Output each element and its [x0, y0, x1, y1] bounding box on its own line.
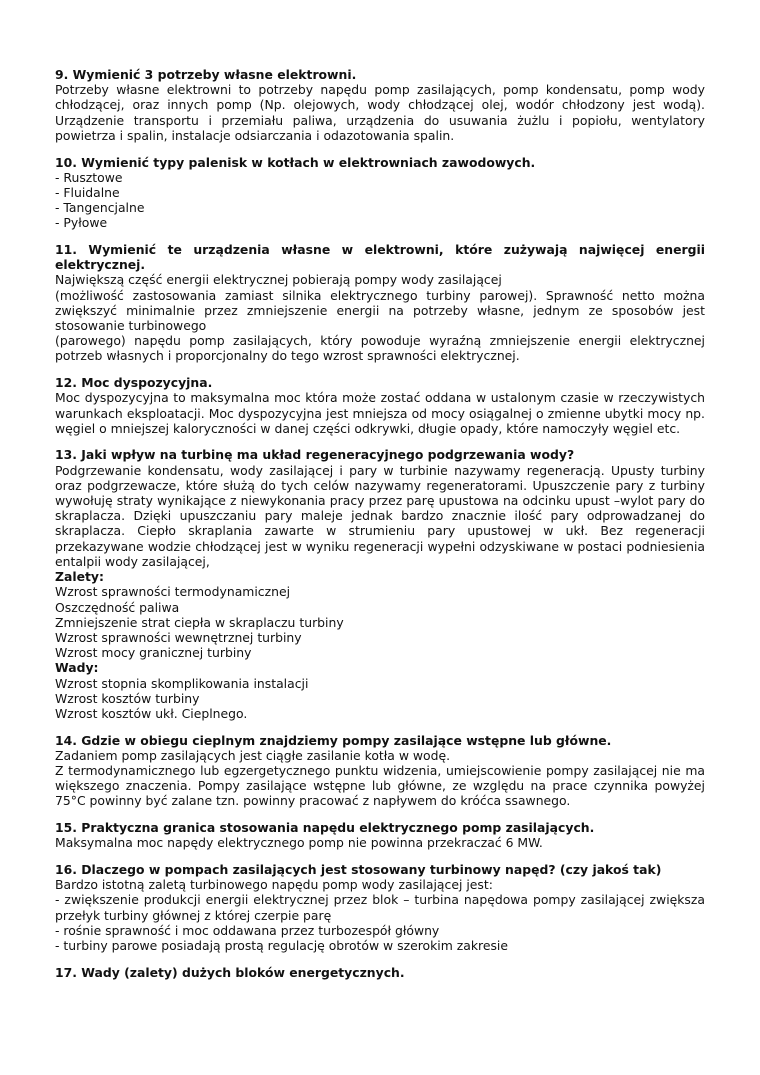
section-heading: 9. Wymienić 3 potrzeby własne elektrowni.: [55, 67, 357, 82]
section-paragraph: Podgrzewanie kondensatu, wody zasilającej i pary w turbinie nazywamy regeneracją. Upusty turbiny oraz podgrzewacze, które służą do tych celów nazywamy regeneratorami. Upuszczenie pary z turbiny wywołuję straty wynikające z niewykonania pracy przez parę upustowa na odcinku upust –wylot pary do skraplacza. Dzięki upuszczaniu pary maleje jednak bardzo znacznie ilość pary odprowadzanej do skraplacza. Ciepło skraplania zawarte w strumieniu pary upustowej w ukł. Bez regeneracji przekazywane wodzie chłodzącej jest w wyniku regeneracji wypełni odzyskiwane w postaci podniesienia entalpii wody zasilającej,: [55, 462, 705, 569]
section-11: [55, 242, 705, 364]
section-heading: 13. Jaki wpływ na turbinę ma układ regeneracyjnego podgrzewania wody?: [55, 447, 575, 463]
section-17: [55, 965, 705, 980]
section-paragraph: Bardzo istotną zaletą turbinowego napędu pomp wody zasilającej jest:: [55, 877, 493, 893]
section-paragraph: Potrzeby własne elektrowni to potrzeby napędu pomp zasilających, pomp kondensatu, pomp wody chłodzącej, oraz innych pomp (Np. olejowych, wody chłodzącej olej, wodór chłodzony jest wodą). Urządzenie transportu i przemiału paliwa, urządzenia do usuwania żużlu i popiołu, wentylatory powietrza i spalin, instalacje odsiarczania i odazotowania spalin.: [55, 82, 705, 143]
section-paragraph: Maksymalna moc napędy elektrycznego pomp nie powinna przekraczać 6 MW.: [55, 835, 543, 851]
disadvantage-item: Wzrost kosztów turbiny: [55, 690, 200, 706]
document-page: [55, 67, 705, 991]
section-heading: 16. Dlaczego w pompach zasilających jest stosowany turbinowy napęd? (czy jakoś tak): [55, 862, 662, 878]
advantage-item: Zmniejszenie strat ciepła w skraplaczu turbiny: [55, 614, 344, 630]
section-heading: 11. Wymienić te urządzenia własne w elektrowni, które zużywają najwięcej energii elektrycznej.: [55, 242, 705, 273]
section-paragraph: - rośnie sprawność i moc oddawana przez turbozespół główny: [55, 922, 440, 938]
list-item: - Tangencjalne: [55, 200, 145, 216]
section-heading: 12. Moc dyspozycyjna.: [55, 375, 213, 391]
section-paragraph: - zwiększenie produkcji energii elektrycznej przez blok – turbina napędowa pompy zasilającej zwiększa przełyk turbiny głównej z której czerpie parę: [55, 892, 705, 923]
section-12: [55, 375, 705, 436]
list-item: - Pyłowe: [55, 215, 108, 231]
section-16: [55, 862, 705, 953]
section-10: [55, 155, 705, 231]
section-15: [55, 820, 705, 850]
section-heading: 14. Gdzie w obiegu cieplnym znajdziemy pompy zasilające wstępne lub główne.: [55, 732, 612, 748]
advantage-item: Wzrost sprawności termodynamicznej: [55, 584, 291, 600]
list-item: - Fluidalne: [55, 184, 120, 200]
section-9: [55, 67, 705, 143]
advantages-label: Zalety:: [55, 569, 104, 585]
advantage-item: Oszczędność paliwa: [55, 599, 180, 615]
section-13: [55, 447, 705, 721]
section-paragraph: (możliwość zastosowania zamiast silnika elektrycznego turbiny parowej). Sprawność netto można zwiększyć minimalnie przez zmniejszenie energii na potrzeby własne, jednym ze sposobów jest stosowanie turbinowego: [55, 287, 705, 334]
disadvantage-item: Wzrost kosztów ukł. Cieplnego.: [55, 705, 248, 721]
section-paragraph: Moc dyspozycyjna to maksymalna moc która może zostać oddana w ustalonym czasie w rzeczywistych warunkach eksploatacji. Moc dyspozycyjna jest mniejsza od mocy osiągalnej o zmienne ubytki mocy np. węgiel o mniejszej kaloryczności w danej części odkrywki, długie opady, które namoczyły węgiel etc.: [55, 390, 705, 436]
advantage-item: Wzrost mocy granicznej turbiny: [55, 645, 252, 661]
section-paragraph: Zadaniem pomp zasilających jest ciągłe zasilanie kotła w wodę.: [55, 747, 451, 763]
section-heading: 10. Wymienić typy palenisk w kotłach w elektrowniach zawodowych.: [55, 154, 536, 170]
disadvantages-label: Wady:: [55, 660, 99, 676]
section-paragraph: (parowego) napędu pomp zasilających, który powoduje wyraźną zmniejszenie energii elektrycznej potrzeb własnych i proporcjonalny do tego wzrost sprawności elektrycznej.: [55, 333, 705, 364]
section-14: [55, 733, 705, 809]
disadvantage-item: Wzrost stopnia skomplikowania instalacji: [55, 675, 309, 691]
section-heading: 17. Wady (zalety) dużych bloków energetycznych.: [55, 964, 405, 980]
list-item: - Rusztowe: [55, 169, 123, 185]
section-heading: 15. Praktyczna granica stosowania napędu elektrycznego pomp zasilających.: [55, 820, 595, 836]
section-paragraph: Największą część energii elektrycznej pobierają pompy wody zasilającej: [55, 272, 502, 288]
section-paragraph: - turbiny parowe posiadają prostą regulację obrotów w szerokim zakresie: [55, 938, 508, 954]
advantage-item: Wzrost sprawności wewnętrznej turbiny: [55, 629, 302, 645]
section-paragraph: Z termodynamicznego lub egzergetycznego punktu widzenia, umiejscowienie pompy zasilającej nie ma większego znaczenia. Pompy zasilające wstępne lub główne, ze względu na prace czynnika powyżej 75°C powinny być zalane tzn. powinny pracować z napływem do króćca ssawnego.: [55, 763, 705, 809]
